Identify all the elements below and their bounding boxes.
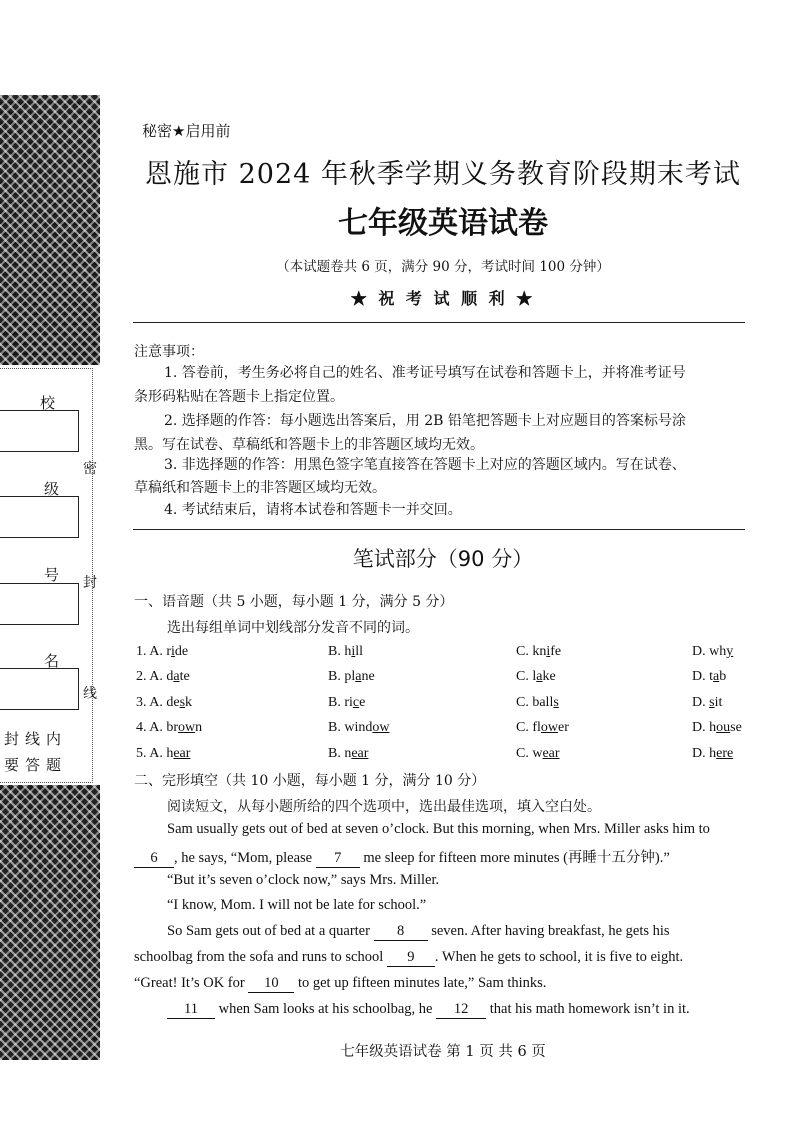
binding-pattern-bottom <box>0 785 100 1060</box>
question-row <box>136 644 756 664</box>
binding-note-line1: 封线内 <box>4 730 68 748</box>
number-field[interactable] <box>0 583 79 625</box>
option-d: D. here <box>692 746 734 761</box>
option-b: B. rice <box>328 695 366 710</box>
paper-title: 七年级英语试卷 <box>338 206 548 241</box>
divider-top <box>133 322 745 323</box>
note-item: 1. 答卷前，考生务必将自己的姓名、准考证号填写在试卷和答题卡上，并将准考证号 <box>164 365 686 381</box>
option-d: D. sit <box>692 695 723 710</box>
option-b: B. near <box>328 746 369 761</box>
option-a: 5. A. hear <box>136 746 191 761</box>
blank-10[interactable]: 10 <box>248 975 294 993</box>
option-c: C. wear <box>516 746 560 761</box>
number-label: 号 <box>44 566 60 584</box>
blank-6[interactable]: 6 <box>134 850 174 868</box>
note-item: 草稿纸和答题卡上的非答题区域均无效。 <box>134 480 386 496</box>
school-field[interactable] <box>0 410 79 452</box>
passage-line: 11 when Sam looks at his schoolbag, he 12 that his math homework isn’t in it. <box>134 1001 781 1019</box>
option-b: B. plane <box>328 669 375 684</box>
class-field[interactable] <box>0 496 79 538</box>
exam-info: （本试题卷共 6 页，满分 90 分，考试时间 100 分钟） <box>276 259 610 275</box>
option-a: 1. A. ride <box>136 644 189 659</box>
option-d: D. tab <box>692 669 727 684</box>
blank-8[interactable]: 8 <box>374 923 428 941</box>
passage-line: So Sam gets out of bed at a quarter 8 seven. After having breakfast, he gets his <box>167 923 670 939</box>
passage-line: Sam usually gets out of bed at seven o’clock. But this morning, when Mrs. Miller asks him to <box>167 821 710 837</box>
note-item: 2. 选择题的作答：每小题选出答案后，用 2B 铅笔把答题卡上对应题目的答案标号涂 <box>164 413 686 429</box>
question-row <box>136 720 756 740</box>
passage-line: “Great! It’s OK for 10 to get up fifteen minutes late,” Sam thinks. <box>134 975 547 991</box>
school-label: 校 <box>40 394 56 412</box>
part2-instruction: 阅读短文，从每小题所给的四个选项中，选出最佳选项，填入空白处。 <box>167 799 601 815</box>
blank-9[interactable]: 9 <box>387 949 435 967</box>
note-item: 3. 非选择题的作答：用黑色签字笔直接答在答题卡上对应的答题区域内。写在试卷、 <box>164 457 686 473</box>
option-b: B. window <box>328 720 390 735</box>
option-c: C. flower <box>516 720 569 735</box>
blank-12[interactable]: 12 <box>436 1001 486 1019</box>
passage-line: schoolbag from the sofa and runs to school 9 . When he gets to school, it is five to eight. <box>134 949 684 965</box>
class-label: 级 <box>44 480 60 498</box>
divider-notes <box>133 529 745 530</box>
passage-line: 6 , he says, “Mom, please 7 me sleep for fifteen more minutes (再睡十五分钟).” <box>134 846 748 868</box>
question-row <box>136 746 756 766</box>
exam-title: 恩施市 2024 年秋季学期义务教育阶段期末考试 <box>145 159 741 190</box>
page-footer: 七年级英语试卷 第 1 页 共 6 页 <box>340 1044 546 1060</box>
option-a: 2. A. date <box>136 669 190 684</box>
option-b: B. hill <box>328 644 364 659</box>
option-a: 3. A. desk <box>136 695 193 710</box>
name-label: 名 <box>44 652 60 670</box>
option-c: C. balls <box>516 695 559 710</box>
binding-note-line2: 要答题 <box>4 756 68 774</box>
secret-label: 秘密★启用前 <box>142 122 231 140</box>
section-title: 笔试部分（90 分） <box>352 547 534 571</box>
blank-11[interactable]: 11 <box>167 1001 215 1019</box>
passage-line: “But it’s seven o’clock now,” says Mrs. Miller. <box>167 872 440 888</box>
note-item: 4. 考试结束后，请将本试卷和答题卡一并交回。 <box>164 502 462 518</box>
seal-char-feng: 封 <box>83 575 97 591</box>
passage-line: “I know, Mom. I will not be late for school.” <box>167 897 427 913</box>
question-row <box>136 669 756 689</box>
part1-heading: 一、语音题（共 5 小题，每小题 1 分，满分 5 分） <box>134 594 454 610</box>
binding-pattern-top <box>0 95 100 365</box>
option-d: D. why <box>692 644 734 659</box>
note-item: 黑。写在试卷、草稿纸和答题卡上的非答题区域均无效。 <box>134 437 484 453</box>
blank-7[interactable]: 7 <box>316 850 360 868</box>
option-d: D. house <box>692 720 742 735</box>
good-luck-banner: ★ 祝 考 试 顺 利 ★ <box>350 289 536 308</box>
question-row <box>136 695 756 715</box>
seal-char-xian: 线 <box>83 686 97 702</box>
option-c: C. lake <box>516 669 556 684</box>
note-item: 条形码粘贴在答题卡上指定位置。 <box>134 389 344 405</box>
seal-char-mi: 密 <box>83 461 97 477</box>
option-a: 4. A. brown <box>136 720 203 735</box>
option-c: C. knife <box>516 644 562 659</box>
name-field[interactable] <box>0 668 79 710</box>
notes-heading: 注意事项： <box>134 344 204 360</box>
part2-heading: 二、完形填空（共 10 小题，每小题 1 分，满分 10 分） <box>134 773 486 789</box>
part1-instruction: 选出每组单词中划线部分发音不同的词。 <box>167 620 419 636</box>
